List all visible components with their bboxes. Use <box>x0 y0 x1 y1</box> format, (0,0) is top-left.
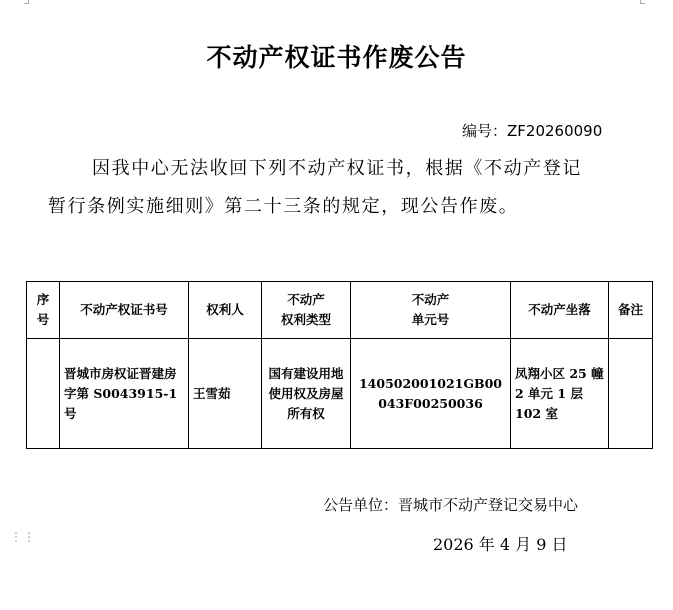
cell-cert-no: 晋城市房权证晋建房字第 S0043915-1号 <box>60 339 189 449</box>
body-paragraph-line-2: 暂行条例实施细则》第二十三条的规定，现公告作废。 <box>48 196 519 217</box>
document-number: 编号：ZF20260090 <box>462 122 603 140</box>
header-right-type: 不动产 权利类型 <box>262 282 351 339</box>
cell-right-type: 国有建设用地使用权及房屋所有权 <box>262 339 351 449</box>
cell-location: 凤翔小区 25 幢 2 单元 1 层 102 室 <box>511 339 609 449</box>
table-header-row <box>27 282 653 339</box>
cell-seq <box>27 339 60 449</box>
header-cert-no: 不动产权证书号 <box>60 282 189 339</box>
issue-date: 2026 年 4 月 9 日 <box>433 535 568 554</box>
corner-mark-left-h <box>24 3 29 4</box>
certificate-table <box>26 281 653 449</box>
table-row <box>27 339 653 449</box>
issuer: 公告单位：晋城市不动产登记交易中心 <box>323 496 579 514</box>
header-location: 不动产坐落 <box>511 282 609 339</box>
header-owner: 权利人 <box>189 282 262 339</box>
body-paragraph-line-1: 因我中心无法收回下列不动产权证书，根据《不动产登记 <box>92 158 582 179</box>
cell-owner: 王雪茹 <box>189 339 262 449</box>
header-remark: 备注 <box>609 282 653 339</box>
header-seq: 序 号 <box>27 282 60 339</box>
header-unit-no: 不动产 单元号 <box>351 282 511 339</box>
page-title: 不动产权证书作废公告 <box>206 43 467 72</box>
cell-unit-no: 140502001021GB00043F00250036 <box>351 339 511 449</box>
drag-handle-icon[interactable]: ⋮⋮ <box>10 530 36 544</box>
corner-mark-right-h <box>640 3 645 4</box>
cell-remark <box>609 339 653 449</box>
